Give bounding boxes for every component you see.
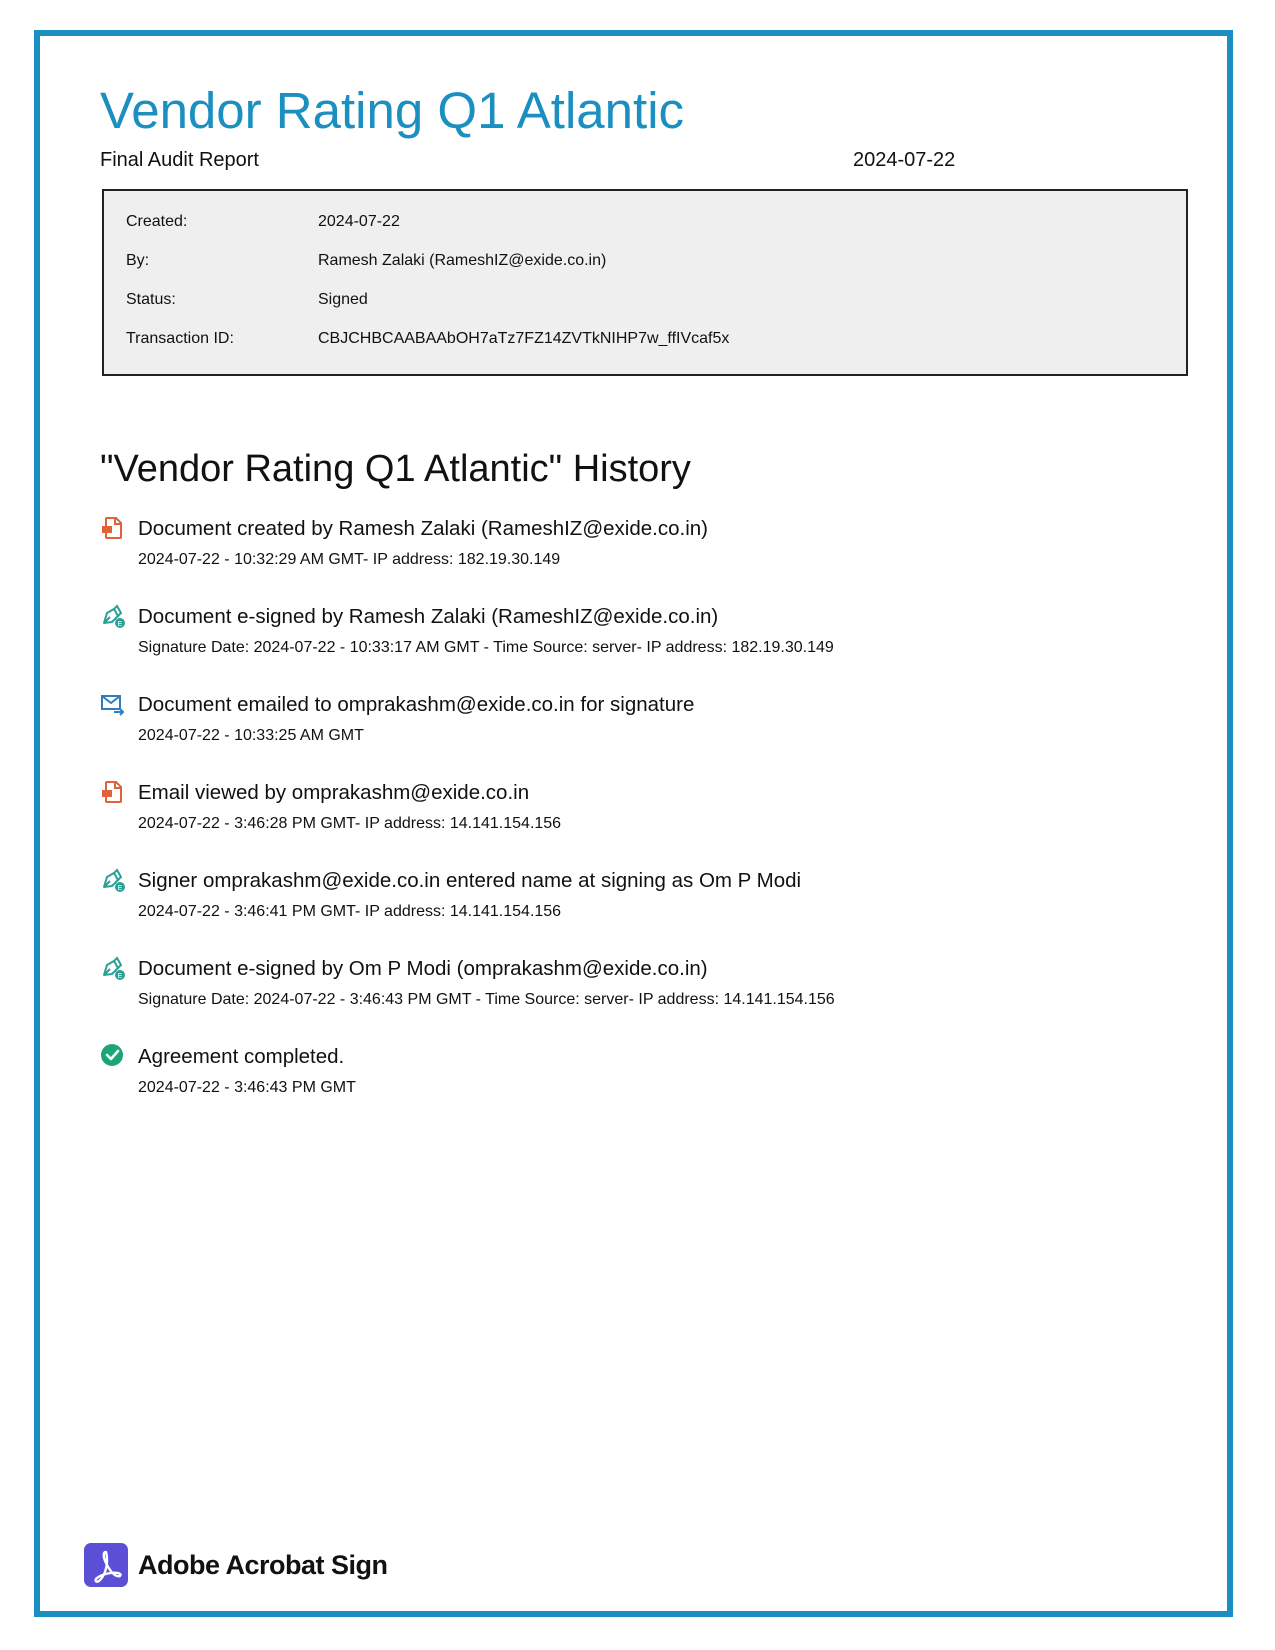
event-detail: 2024-07-22 - 3:46:43 PM GMT — [138, 1079, 356, 1096]
event-detail: 2024-07-22 - 10:33:25 AM GMT — [138, 727, 364, 744]
event-detail: 2024-07-22 - 3:46:41 PM GMT- IP address: 14.141.154.156 — [138, 903, 562, 920]
event-detail: Signature Date: 2024-07-22 - 3:46:43 PM GMT - Time Source: server- IP address: 14.141.154.156 — [138, 991, 835, 1008]
svg-text:E: E — [117, 885, 123, 892]
report-date: 2024-07-22 — [853, 149, 956, 171]
transaction-id-value: CBJCHBCAABAAbOH7aTz7FZ14ZVTkNIHP7w_ffIVcaf5x — [318, 330, 730, 347]
history-event — [100, 955, 1160, 1015]
history-event — [100, 779, 1160, 839]
acrobat-logo-icon — [84, 1543, 128, 1587]
summary-box — [102, 189, 1188, 376]
brand-name: Adobe Acrobat Sign — [138, 1550, 388, 1580]
created-label: Created: — [126, 213, 188, 230]
transaction-id-label: Transaction ID: — [126, 330, 234, 347]
created-value: 2024-07-22 — [318, 213, 400, 230]
event-detail: 2024-07-22 - 3:46:28 PM GMT- IP address: 14.141.154.156 — [138, 815, 562, 832]
event-detail: 2024-07-22 - 10:32:29 AM GMT- IP address: 182.19.30.149 — [138, 551, 561, 568]
esign-pen-icon — [100, 867, 126, 893]
document-icon — [100, 515, 126, 541]
history-heading: "Vendor Rating Q1 Atlantic" History — [100, 448, 691, 490]
document-icon — [100, 779, 126, 805]
by-label: By: — [126, 252, 150, 269]
event-title: Email viewed by omprakashm@exide.co.in — [138, 781, 530, 804]
check-circle-icon — [100, 1043, 126, 1069]
esign-pen-icon — [100, 603, 126, 629]
history-event — [100, 603, 1160, 663]
event-title: Agreement completed. — [138, 1045, 345, 1068]
event-title: Document e-signed by Ramesh Zalaki (RameshIZ@exide.co.in) — [138, 605, 719, 628]
status-value: Signed — [318, 291, 368, 308]
event-title: Signer omprakashm@exide.co.in entered name at signing as Om P Modi — [138, 869, 802, 892]
history-event — [100, 515, 1160, 575]
report-subtitle: Final Audit Report — [100, 149, 259, 171]
esign-pen-icon — [100, 955, 126, 981]
svg-text:E: E — [117, 621, 123, 628]
event-title: Document emailed to omprakashm@exide.co.in for signature — [138, 693, 695, 716]
by-value: Ramesh Zalaki (RameshIZ@exide.co.in) — [318, 252, 607, 269]
history-event — [100, 691, 1160, 751]
history-event — [100, 1043, 1160, 1103]
event-detail: Signature Date: 2024-07-22 - 10:33:17 AM GMT - Time Source: server- IP address: 182.19.30.149 — [138, 639, 834, 656]
email-send-icon — [100, 691, 126, 717]
event-title: Document created by Ramesh Zalaki (RameshIZ@exide.co.in) — [138, 517, 708, 540]
svg-text:E: E — [117, 973, 123, 980]
report-title: Vendor Rating Q1 Atlantic — [100, 82, 685, 139]
status-label: Status: — [126, 291, 176, 308]
history-event — [100, 867, 1160, 927]
event-title: Document e-signed by Om P Modi (omprakashm@exide.co.in) — [138, 957, 708, 980]
